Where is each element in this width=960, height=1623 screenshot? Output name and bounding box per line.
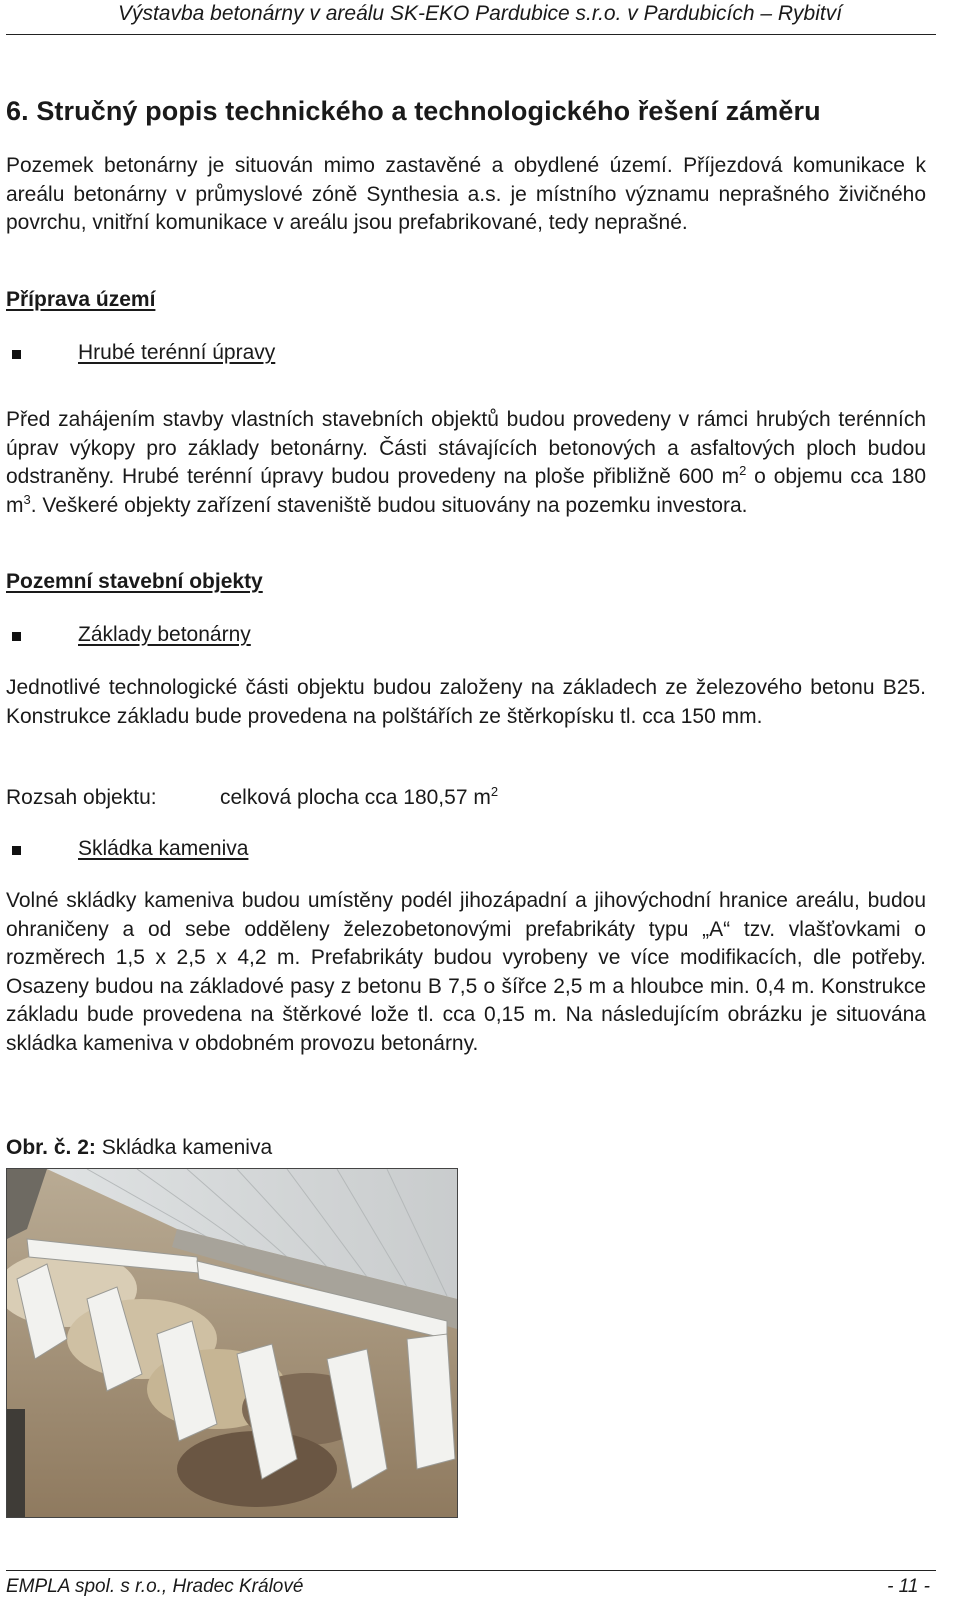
footer-divider (6, 1570, 936, 1571)
rozsah-value: celková plocha cca 180,57 $m^2$ (220, 784, 499, 809)
footer-company: EMPLA spol. s r.o., Hradec Králové (6, 1576, 304, 1597)
terenni-upravy-paragraph: Před zahájením stavby vlastních stavebních objektů budou provedeny v rámci hrubých terénních úprav výkopy pro základy betonárny. Části stávajících betonových a asfaltových ploch budou odstraněny. Hrubé terénní úpravy budou provedeny na ploše přibližně 600 $m^2$ o objemu cca 180 $m^3$. Veškeré objekty zařízení staveniště budou situovány na pozemku investora. (6, 408, 926, 517)
subsection-title-priprava: Příprava území (6, 288, 156, 311)
bullet-square-icon (12, 846, 21, 855)
subsection-title-pozemni-objekty: Pozemní stavební objekty (6, 570, 263, 593)
aggregate-storage-photo (6, 1168, 458, 1518)
page-header: Výstavba betonárny v areálu SK-EKO Pardubice s.r.o. v Pardubicích – Rybitví (117, 2, 843, 25)
zaklady-paragraph: Jednotlivé technologické části objektu budou založeny na základech ze železového betonu B25. Konstrukce základu bude provedena na polštářích ze štěrkopísku tl. cca 150 mm. (6, 676, 926, 728)
bullet-square-icon (12, 350, 21, 359)
bullet-square-icon (12, 632, 21, 641)
intro-paragraph: Pozemek betonárny je situován mimo zastavěné a obydlené území. Příjezdová komunikace k areálu betonárny v průmyslové zóně Synthesia a.s. je místního významu neprašného živičného povrchu, vnitřní komunikace v areálu jsou prefabrikované, tedy neprašné. (6, 154, 926, 234)
bullet-label: Skládka kameniva (78, 837, 249, 860)
rozsah-label: Rozsah objektu: (6, 786, 157, 809)
figure-caption: Obr. č. 2: Skládka kameniva (6, 1136, 273, 1159)
header-divider (6, 34, 936, 35)
bullet-label: Hrubé terénní úpravy (78, 341, 276, 364)
bullet-label: Základy betonárny (78, 623, 251, 646)
page-number: - 11 - (887, 1576, 930, 1597)
section-heading: 6. Stručný popis technického a technologického řešení záměru (6, 96, 821, 126)
skladka-paragraph: Volné skládky kameniva budou umístěny podél jihozápadní a jihovýchodní hranice areálu, budou ohraničeny a od sebe odděleny železobetonovými prefabrikáty typu „A“ tzv. vlašťovkami o rozměrech 1,5 x 2,5 x 4,2 m. Prefabrikáty budou vyrobeny ve více modifikacích, dle potřeby. Osazeny budou na základové pasy z betonu B 7,5 o šířce 2,5 m a hloubce min. 0,4 m. Konstrukce základu bude provedena na štěrkové lože tl. cca 0,15 m. Na následujícím obrázku je situována skládka kameniva v obdobném provozu betonárny. (6, 889, 926, 1055)
rozsah-objektu-line (6, 784, 499, 810)
